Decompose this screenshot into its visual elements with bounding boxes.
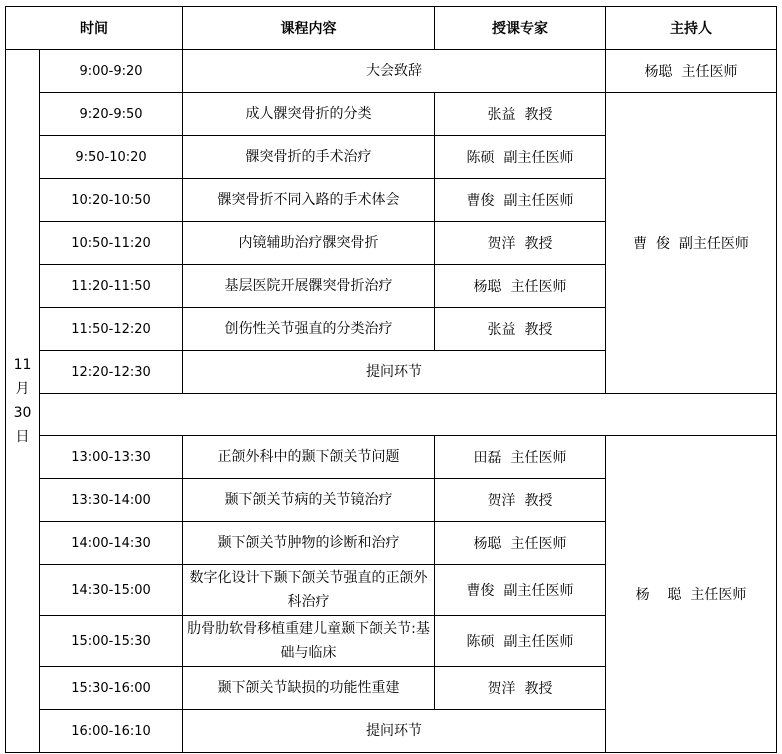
time-cell: 16:00-16:10 xyxy=(40,710,183,753)
time-cell: 12:20-12:30 xyxy=(40,351,183,394)
speaker-cell: 张益 教授 xyxy=(435,308,606,351)
speaker-cell: 杨聪 主任医师 xyxy=(435,522,606,565)
speaker-cell: 贺洋 教授 xyxy=(435,667,606,710)
date-cell: 11 月 30 日 xyxy=(6,50,40,753)
host-cell-opening: 杨聪 主任医师 xyxy=(606,50,777,93)
speaker-cell: 杨聪 主任医师 xyxy=(435,265,606,308)
host-cell-morning: 曹 俊 副主任医师 xyxy=(606,93,777,394)
header-topic: 课程内容 xyxy=(183,7,435,50)
break-row xyxy=(6,394,777,436)
header-time: 时间 xyxy=(6,7,183,50)
topic-cell: 大会致辞 xyxy=(183,50,606,93)
topic-cell: 提问环节 xyxy=(183,710,606,753)
topic-cell: 颞下颌关节肿物的诊断和治疗 xyxy=(183,522,435,565)
time-cell: 9:20-9:50 xyxy=(40,93,183,136)
speaker-cell: 曹俊 副主任医师 xyxy=(435,565,606,616)
time-cell: 13:30-14:00 xyxy=(40,479,183,522)
time-cell: 14:30-15:00 xyxy=(40,565,183,616)
topic-cell: 髁突骨折不同入路的手术体会 xyxy=(183,179,435,222)
speaker-cell: 陈硕 副主任医师 xyxy=(435,136,606,179)
speaker-cell: 贺洋 教授 xyxy=(435,479,606,522)
table-row xyxy=(6,50,777,93)
host-cell-afternoon: 杨 聪 主任医师 xyxy=(606,436,777,753)
break-cell xyxy=(40,394,777,436)
topic-cell: 提问环节 xyxy=(183,351,606,394)
topic-cell: 数字化设计下颞下颌关节强直的正颌外科治疗 xyxy=(183,565,435,616)
table-row xyxy=(6,93,777,136)
time-cell: 9:00-9:20 xyxy=(40,50,183,93)
topic-cell: 基层医院开展髁突骨折治疗 xyxy=(183,265,435,308)
topic-cell: 内镜辅助治疗髁突骨折 xyxy=(183,222,435,265)
schedule-table xyxy=(5,6,777,753)
time-cell: 15:00-15:30 xyxy=(40,616,183,667)
header-host: 主持人 xyxy=(606,7,777,50)
topic-cell: 创伤性关节强直的分类治疗 xyxy=(183,308,435,351)
time-cell: 14:00-14:30 xyxy=(40,522,183,565)
time-cell: 15:30-16:00 xyxy=(40,667,183,710)
topic-cell: 颞下颌关节缺损的功能性重建 xyxy=(183,667,435,710)
topic-cell: 成人髁突骨折的分类 xyxy=(183,93,435,136)
time-cell: 10:20-10:50 xyxy=(40,179,183,222)
time-cell: 10:50-11:20 xyxy=(40,222,183,265)
speaker-cell: 贺洋 教授 xyxy=(435,222,606,265)
topic-cell: 正颌外科中的颞下颌关节问题 xyxy=(183,436,435,479)
speaker-cell: 张益 教授 xyxy=(435,93,606,136)
speaker-cell: 陈硕 副主任医师 xyxy=(435,616,606,667)
speaker-cell: 曹俊 副主任医师 xyxy=(435,179,606,222)
table-row xyxy=(6,436,777,479)
topic-cell: 髁突骨折的手术治疗 xyxy=(183,136,435,179)
header-speaker: 授课专家 xyxy=(435,7,606,50)
time-cell: 11:50-12:20 xyxy=(40,308,183,351)
topic-cell: 肋骨肋软骨移植重建儿童颞下颌关节:基础与临床 xyxy=(183,616,435,667)
speaker-cell: 田磊 主任医师 xyxy=(435,436,606,479)
topic-cell: 颞下颌关节病的关节镜治疗 xyxy=(183,479,435,522)
header-row xyxy=(6,7,777,50)
time-cell: 9:50-10:20 xyxy=(40,136,183,179)
time-cell: 13:00-13:30 xyxy=(40,436,183,479)
time-cell: 11:20-11:50 xyxy=(40,265,183,308)
